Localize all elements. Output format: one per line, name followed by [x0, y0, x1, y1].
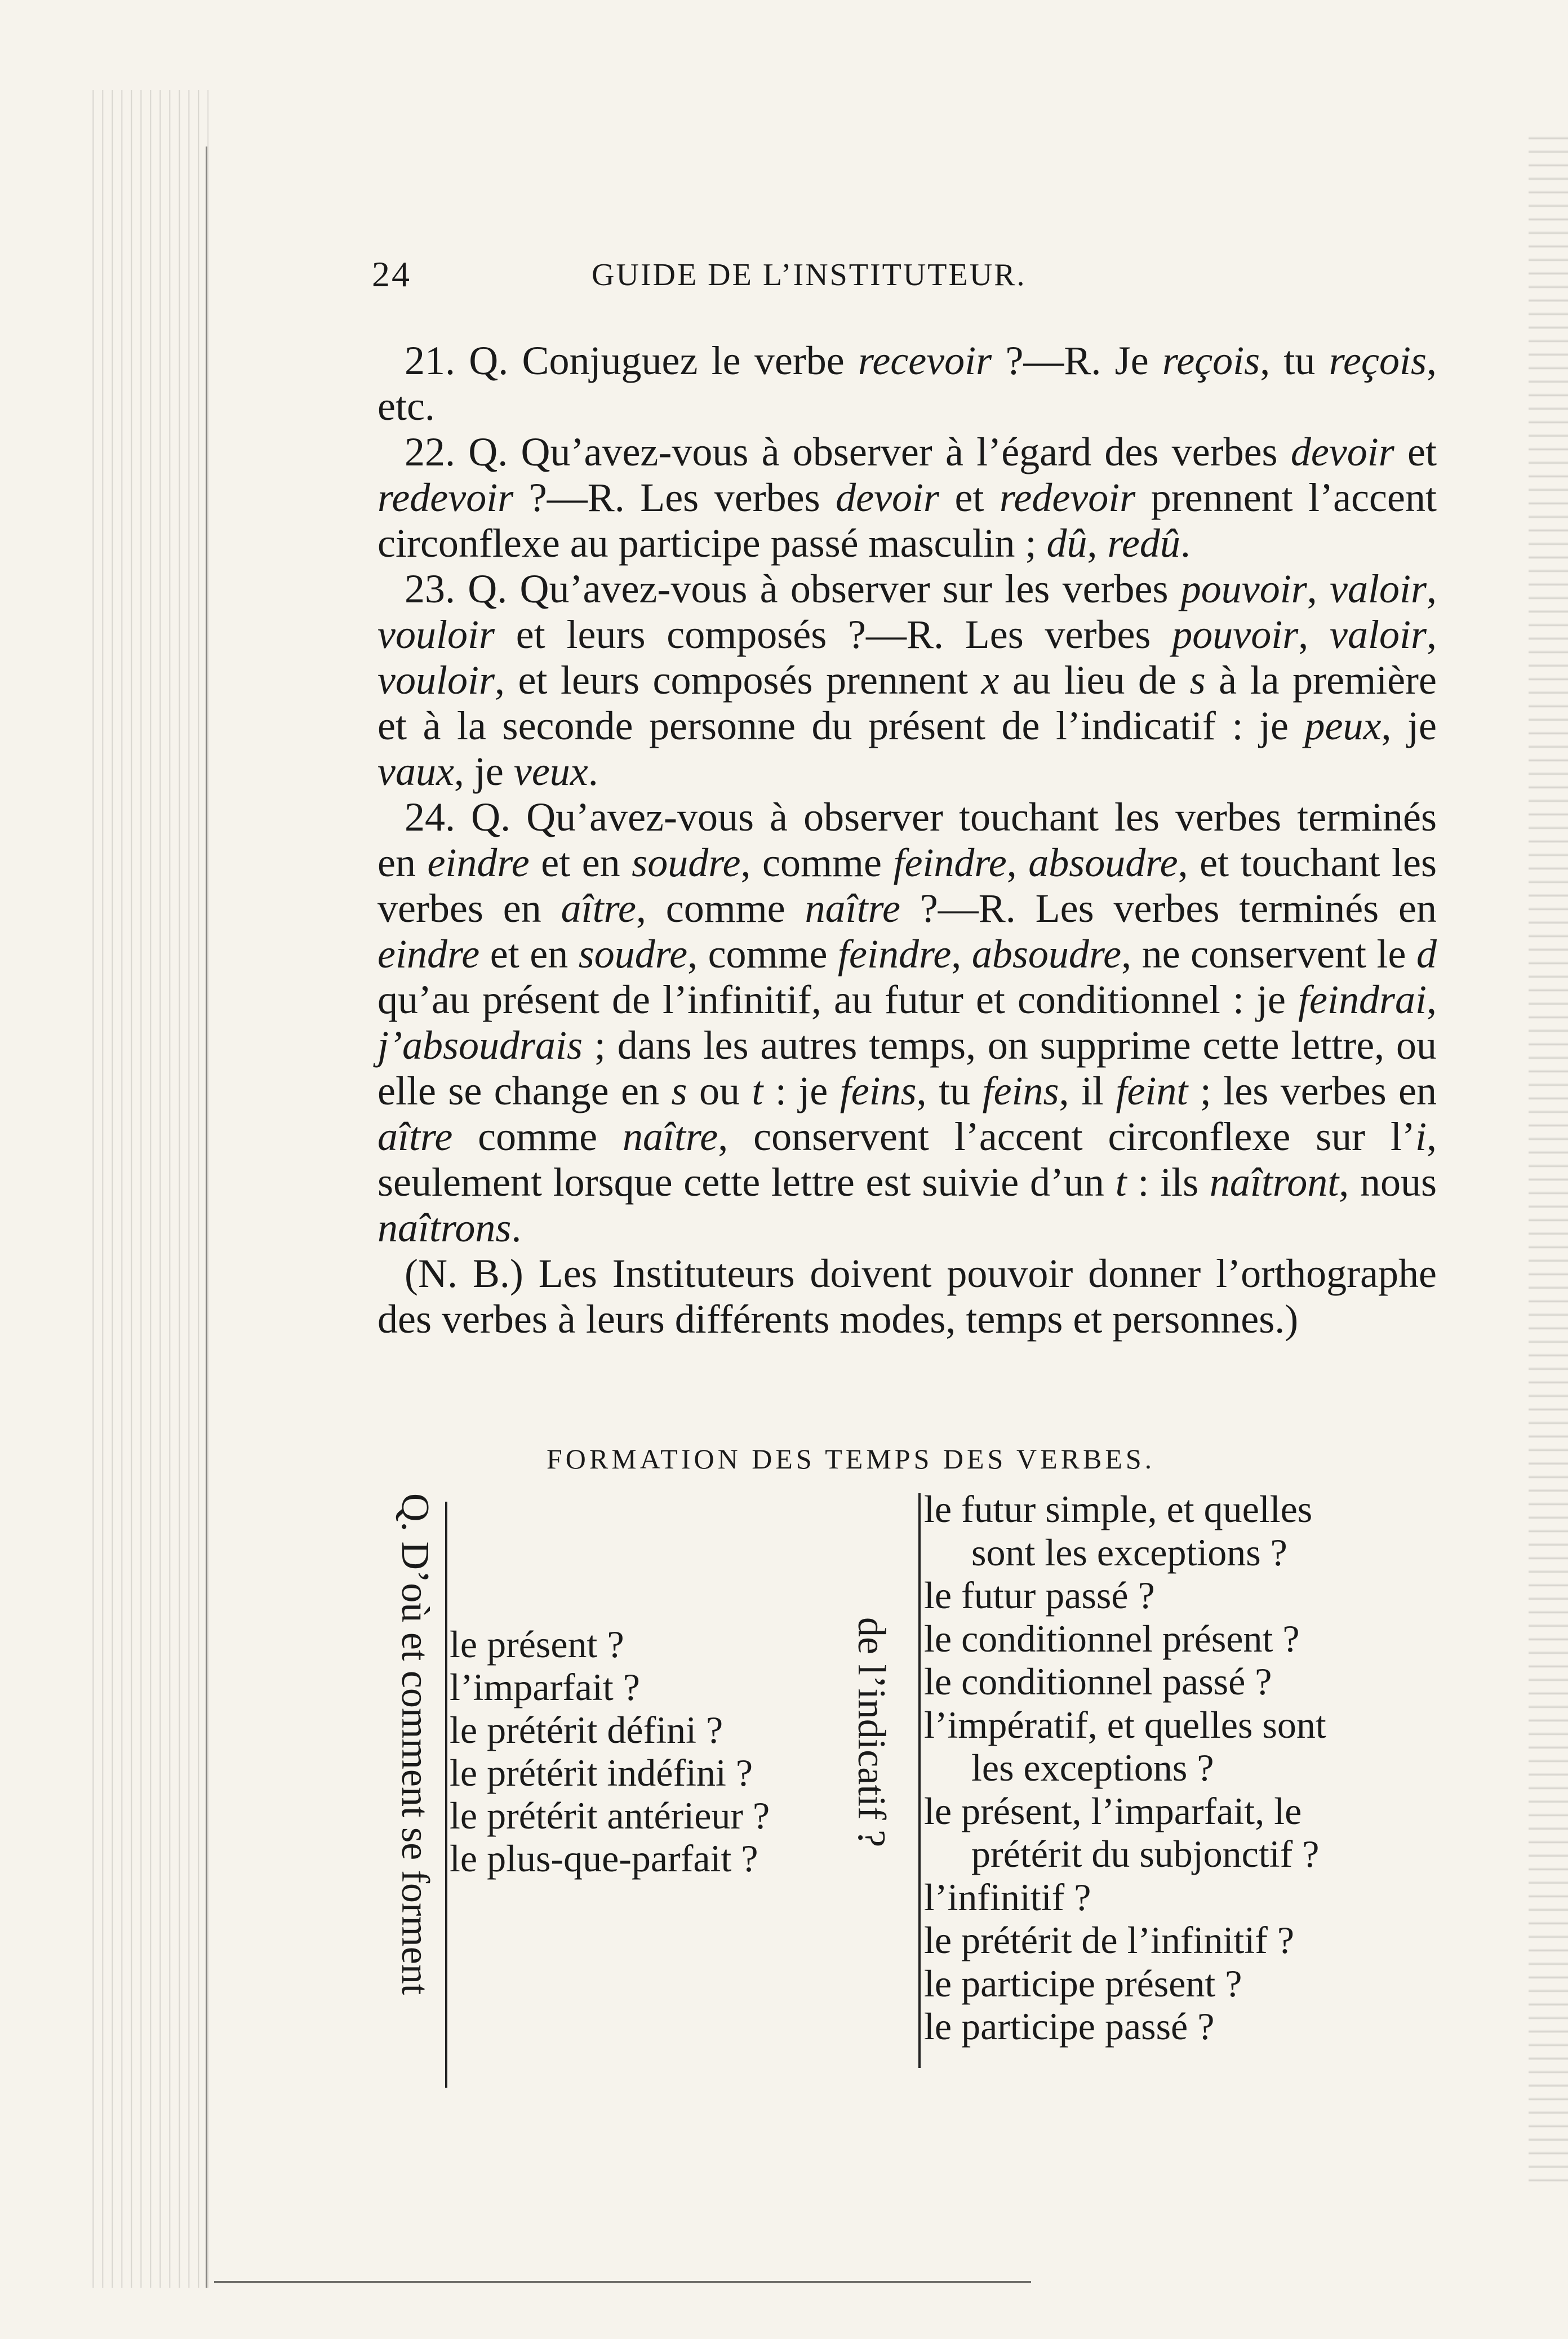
- running-title: GUIDE DE L’INSTITUTEUR.: [592, 258, 1027, 292]
- right-brace: [918, 1493, 921, 2068]
- page-number: 24: [372, 254, 411, 294]
- list-item: sont les exceptions ?: [971, 1530, 1287, 1574]
- list-item: le prétérit antérieur ?: [450, 1794, 770, 1837]
- list-item: le plus-que-parfait ?: [450, 1837, 758, 1880]
- list-item: le prétérit de l’infinitif ?: [924, 1919, 1295, 1961]
- list-item: l’infinitif ?: [924, 1875, 1091, 1919]
- list-item: le participe présent ?: [924, 1961, 1242, 2005]
- paragraph-22: 22. Q. Qu’avez-vous à observer à l’égard des verbes devoir et redevoir ?—R. Les verbes devoir et redevoir prennent l’accent circonflexe au participe passé masculin ; dû, redû.: [377, 429, 1437, 566]
- indicatif-tenses-list: [450, 1623, 878, 1880]
- list-item: le conditionnel passé ?: [924, 1660, 1272, 1703]
- list-item: le prétérit indéfini ?: [450, 1751, 753, 1794]
- list-item: le prétérit défini ?: [450, 1708, 723, 1751]
- list-item: le présent, l’imparfait, le: [924, 1789, 1302, 1832]
- question-vertical-label: [394, 1493, 445, 2085]
- question-vertical-text: Q. D’où et comment se forment: [393, 1493, 437, 1995]
- list-item: le futur passé ?: [924, 1574, 1155, 1617]
- list-item: le futur simple, et quelles: [924, 1488, 1313, 1530]
- binding-edge-line: [206, 147, 207, 2288]
- paragraph-24: 24. Q. Qu’avez-vous à observer touchant les verbes terminés en eindre et en soudre, comme feindre, absoudre, et touchant les verbes en aître, comme naître ?—R. Les verbes terminés en eindre et en soudre, comme feindre, absoudre, ne conservent le d qu’au présent de l’infinitif, au futur et conditionnel : je feindrai, j’absoudrais ; dans les autres temps, on supprime cette lettre, ou elle se change en s ou t : je feins, tu feins, il feint ; les verbes en aître comme naître, conservent l’accent circonflexe sur l’i, seulement lorsque cette lettre est suivie d’un t : ils naîtront, nous naîtrons.: [377, 795, 1437, 1250]
- left-brace: [445, 1502, 447, 2088]
- list-item: l’impératif, et quelles sont: [924, 1703, 1326, 1746]
- list-item: les exceptions ?: [971, 1746, 1214, 1789]
- list-item: le présent ?: [450, 1623, 624, 1666]
- paragraph-21: 21. Q. Conjuguez le verbe recevoir ?—R. Je reçois, tu reçois, etc.: [377, 338, 1437, 429]
- indicatif-vertical-text: de l’indicatif ?: [850, 1617, 893, 1848]
- section-title: FORMATION DES TEMPS DES VERBES.: [547, 1443, 1156, 1475]
- page-edge-right: [1529, 135, 1568, 2192]
- page-header: [372, 254, 1161, 299]
- paragraph-23: 23. Q. Qu’avez-vous à observer sur les verbes pouvoir, valoir, vouloir et leurs composés ?—R. Les verbes pouvoir, valoir, vouloir, et leurs composés prennent x au lieu de s à la première et à la seconde personne du présent de l’indicatif : je peux, je vaux, je veux.: [377, 566, 1437, 794]
- other-tenses-list: [924, 1488, 1465, 2048]
- list-item: le participe passé ?: [924, 2005, 1215, 2048]
- list-item: prétérit du subjonctif ?: [971, 1832, 1320, 1875]
- paragraph-nb: (N. B.) Les Instituteurs doivent pouvoir donner l’orthographe des verbes à leurs différents modes, temps et personnes.): [377, 1251, 1437, 1342]
- body-text: [377, 338, 1437, 1342]
- list-item: l’imparfait ?: [450, 1666, 640, 1708]
- bottom-rule: [214, 2281, 1031, 2283]
- list-item: le conditionnel présent ?: [924, 1617, 1300, 1660]
- indicatif-vertical-label: [851, 1617, 901, 1978]
- binding-shadow: [85, 90, 208, 2288]
